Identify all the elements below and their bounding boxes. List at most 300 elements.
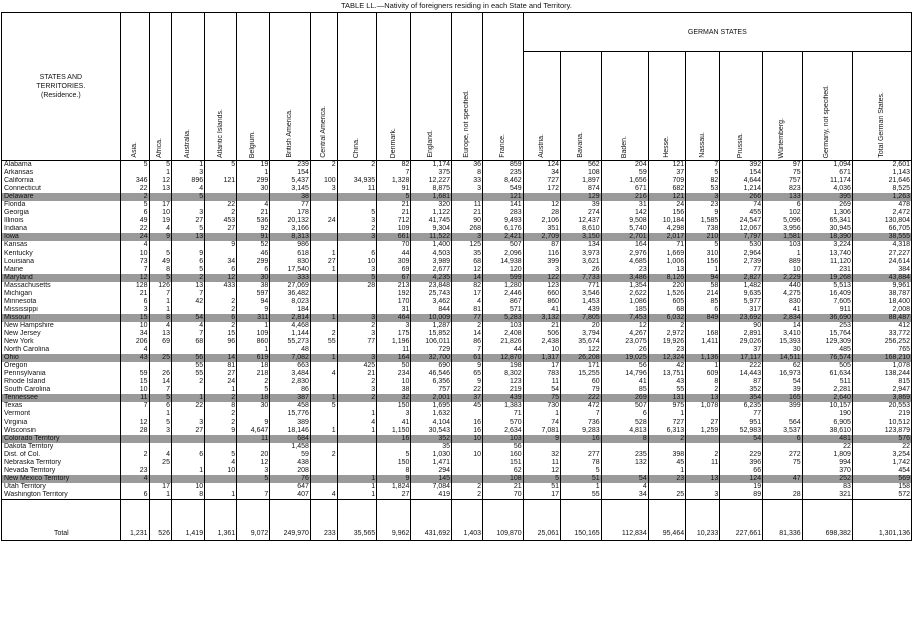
- table-cell: 11: [377, 346, 411, 354]
- table-cell: 4: [310, 370, 337, 378]
- table-cell: 3: [337, 330, 377, 338]
- table-cell: 28: [523, 209, 560, 217]
- table-row: [2, 290, 912, 298]
- table-cell: 89: [720, 491, 763, 500]
- table-cell: [452, 459, 483, 467]
- table-cell: 709: [648, 177, 685, 185]
- total-cell: 233: [310, 499, 337, 540]
- table-cell: 62: [483, 467, 524, 475]
- table-cell: 5: [686, 169, 720, 177]
- table-cell: 31: [377, 306, 411, 314]
- table-cell: 20: [237, 451, 270, 459]
- table-cell: 42: [171, 298, 204, 306]
- table-cell: 354: [720, 394, 763, 402]
- state-name: Utah Territory: [2, 483, 121, 491]
- table-cell: 1,150: [377, 427, 411, 435]
- table-cell: 3,956: [763, 225, 803, 233]
- table-cell: 2,017: [648, 233, 685, 241]
- table-cell: 9: [237, 419, 270, 427]
- table-cell: 3,410: [763, 330, 803, 338]
- table-cell: 8,126: [648, 274, 685, 282]
- state-name: Wisconsin: [2, 427, 121, 435]
- table-row: [2, 241, 912, 249]
- table-cell: 478: [852, 201, 911, 209]
- table-cell: [205, 290, 237, 298]
- table-cell: 1: [337, 427, 377, 435]
- table-cell: [452, 410, 483, 418]
- table-cell: 2: [310, 161, 337, 170]
- table-cell: 2,701: [601, 233, 648, 241]
- table-cell: 12,227: [411, 177, 452, 185]
- table-cell: 2: [205, 298, 237, 306]
- table-cell: 9,283: [561, 427, 602, 435]
- table-cell: 507: [601, 402, 648, 410]
- table-cell: 4: [337, 419, 377, 427]
- table-cell: 28: [763, 491, 803, 500]
- table-cell: 4,275: [763, 290, 803, 298]
- table-cell: 3,486: [601, 274, 648, 282]
- table-cell: 3: [377, 322, 411, 330]
- table-cell: 352: [720, 386, 763, 394]
- table-cell: 5,513: [802, 282, 852, 290]
- table-cell: 43,884: [852, 274, 911, 282]
- table-cell: 1: [648, 467, 685, 475]
- state-name: Texas: [2, 402, 121, 410]
- table-cell: 5,977: [720, 298, 763, 306]
- table-cell: 15,852: [411, 330, 452, 338]
- table-cell: 82: [377, 161, 411, 170]
- state-name: Kentucky: [2, 250, 121, 258]
- table-cell: 36: [452, 161, 483, 170]
- table-cell: [310, 362, 337, 370]
- table-cell: [310, 419, 337, 427]
- table-cell: [171, 443, 204, 451]
- table-cell: [205, 435, 237, 443]
- table-cell: 97: [763, 161, 803, 170]
- table-cell: 33,772: [852, 330, 911, 338]
- table-cell: 87: [720, 378, 763, 386]
- table-cell: 605: [648, 298, 685, 306]
- table-cell: 253: [802, 322, 852, 330]
- table-cell: 256,252: [852, 338, 911, 346]
- table-cell: 1,526: [648, 290, 685, 298]
- table-cell: 11: [120, 394, 149, 402]
- table-cell: 77: [452, 314, 483, 322]
- table-cell: 867: [483, 298, 524, 306]
- table-cell: 208: [270, 467, 311, 475]
- table-cell: [310, 274, 337, 282]
- table-cell: 8,462: [483, 177, 524, 185]
- table-cell: 9,493: [483, 217, 524, 225]
- table-cell: [237, 483, 270, 491]
- table-cell: 71: [483, 410, 524, 418]
- state-name: Dist. of Col.: [2, 451, 121, 459]
- table-cell: 485: [802, 346, 852, 354]
- table-cell: 2,472: [852, 209, 911, 217]
- state-name: New Jersey: [2, 330, 121, 338]
- table-cell: 8: [149, 314, 171, 322]
- table-cell: 25: [648, 491, 685, 500]
- table-cell: 79: [561, 386, 602, 394]
- table-cell: 8,302: [483, 370, 524, 378]
- total-label: Total: [2, 499, 121, 540]
- table-cell: 16: [561, 435, 602, 443]
- table-cell: 10,009: [411, 314, 452, 322]
- table-cell: 108: [561, 169, 602, 177]
- table-cell: 1: [523, 410, 560, 418]
- table-cell: 2,001: [411, 394, 452, 402]
- table-cell: 1,681: [411, 193, 452, 201]
- table-row: [2, 370, 912, 378]
- table-cell: 219: [483, 386, 524, 394]
- table-cell: 12: [120, 419, 149, 427]
- table-row: [2, 298, 912, 306]
- table-cell: 10: [763, 266, 803, 274]
- table-cell: 235: [601, 451, 648, 459]
- table-cell: 239: [270, 161, 311, 170]
- table-cell: 6: [149, 402, 171, 410]
- table-cell: 2: [205, 209, 237, 217]
- table-cell: 15,764: [802, 330, 852, 338]
- col-header-china: China.: [337, 13, 377, 161]
- table-cell: 20: [561, 322, 602, 330]
- table-cell: 23: [648, 346, 685, 354]
- table-cell: [237, 410, 270, 418]
- table-cell: 283: [483, 209, 524, 217]
- table-cell: 24,614: [852, 258, 911, 266]
- table-cell: 3,145: [270, 185, 311, 193]
- table-cell: [337, 451, 377, 459]
- table-cell: 9: [523, 435, 560, 443]
- table-cell: 4: [149, 451, 171, 459]
- table-cell: 5: [171, 266, 204, 274]
- col-header-total-german-states: Total German States.: [852, 52, 911, 161]
- table-cell: 74: [720, 201, 763, 209]
- table-row: [2, 427, 912, 435]
- table-cell: 12: [149, 177, 171, 185]
- table-cell: 22: [171, 402, 204, 410]
- table-cell: 311: [237, 314, 270, 322]
- table-cell: 5: [120, 161, 149, 170]
- table-cell: [205, 233, 237, 241]
- col-header-wurtemberg: Würtemberg.: [763, 52, 803, 161]
- table-cell: 10: [523, 346, 560, 354]
- table-cell: 124: [523, 161, 560, 170]
- table-cell: [171, 410, 204, 418]
- table-cell: 21: [377, 209, 411, 217]
- table-cell: 78: [561, 459, 602, 467]
- table-cell: 15: [120, 378, 149, 386]
- table-cell: 738: [686, 225, 720, 233]
- table-cell: 1: [310, 354, 337, 362]
- table-cell: 34: [523, 169, 560, 177]
- table-cell: 1,006: [648, 258, 685, 266]
- table-cell: 13: [149, 330, 171, 338]
- table-cell: 21: [237, 209, 270, 217]
- table-cell: 783: [523, 370, 560, 378]
- table-cell: 440: [763, 282, 803, 290]
- table-cell: 94: [686, 274, 720, 282]
- table-cell: 18,146: [270, 427, 311, 435]
- table-cell: 1,086: [601, 298, 648, 306]
- table-cell: [310, 378, 337, 386]
- table-cell: 24: [120, 233, 149, 241]
- table-cell: 12,437: [561, 217, 602, 225]
- table-cell: [310, 475, 337, 483]
- table-cell: 43: [648, 378, 685, 386]
- table-cell: 506: [523, 330, 560, 338]
- table-cell: 131: [648, 394, 685, 402]
- table-cell: 55: [648, 386, 685, 394]
- table-cell: 3,989: [411, 258, 452, 266]
- table-cell: [763, 483, 803, 491]
- table-cell: 1,453: [561, 298, 602, 306]
- table-cell: 17: [523, 362, 560, 370]
- table-cell: 90: [452, 217, 483, 225]
- table-cell: 5: [149, 250, 171, 258]
- table-cell: 14: [763, 322, 803, 330]
- table-cell: 346: [120, 177, 149, 185]
- table-cell: 7: [686, 161, 720, 170]
- table-row: [2, 483, 912, 491]
- col-header-africa: Africa.: [149, 13, 171, 161]
- table-cell: [523, 193, 560, 201]
- table-cell: 1: [310, 394, 337, 402]
- table-cell: 4: [205, 459, 237, 467]
- table-cell: 13: [171, 233, 204, 241]
- state-name: Delaware: [2, 193, 121, 201]
- table-cell: 123: [523, 282, 560, 290]
- table-cell: 75: [523, 394, 560, 402]
- table-cell: 6: [171, 451, 204, 459]
- table-cell: 86: [270, 386, 311, 394]
- table-cell: 16,409: [802, 290, 852, 298]
- table-cell: 123,879: [852, 427, 911, 435]
- table-cell: 9: [205, 427, 237, 435]
- table-cell: 1,328: [377, 177, 411, 185]
- table-cell: [120, 443, 149, 451]
- total-cell: 35,565: [337, 499, 377, 540]
- table-cell: 42: [648, 362, 685, 370]
- table-cell: 77: [720, 410, 763, 418]
- table-cell: 15: [205, 330, 237, 338]
- state-name: Pennsylvania: [2, 370, 121, 378]
- table-cell: [171, 475, 204, 483]
- table-cell: 9: [452, 378, 483, 386]
- table-cell: 1,400: [411, 241, 452, 249]
- table-cell: 24: [310, 217, 337, 225]
- table-row: [2, 394, 912, 402]
- state-name: Florida: [2, 201, 121, 209]
- col-header-germany-not-specified: Germany, not specified.: [802, 52, 852, 161]
- table-cell: 8,023: [270, 298, 311, 306]
- table-cell: 252: [802, 475, 852, 483]
- table-cell: 11: [452, 201, 483, 209]
- table-cell: 7: [120, 266, 149, 274]
- table-cell: 3: [337, 354, 377, 362]
- table-cell: 7: [237, 491, 270, 500]
- table-cell: 30,543: [411, 427, 452, 435]
- table-cell: 27: [205, 370, 237, 378]
- table-cell: [149, 362, 171, 370]
- table-cell: 6,176: [483, 225, 524, 233]
- total-cell: 431,692: [411, 499, 452, 540]
- table-cell: [171, 435, 204, 443]
- table-cell: 3,150: [561, 233, 602, 241]
- table-cell: 1: [205, 386, 237, 394]
- table-cell: [205, 483, 237, 491]
- table-row: [2, 467, 912, 475]
- table-cell: 55: [310, 338, 337, 346]
- table-cell: 27: [377, 491, 411, 500]
- table-cell: [120, 410, 149, 418]
- table-cell: 5: [171, 225, 204, 233]
- table-cell: 4,235: [411, 274, 452, 282]
- table-cell: 32: [523, 451, 560, 459]
- total-cell: 9,072: [237, 499, 270, 540]
- table-cell: 8: [205, 402, 237, 410]
- table-cell: 5: [205, 451, 237, 459]
- table-cell: 5: [205, 161, 237, 170]
- table-cell: 1,669: [648, 250, 685, 258]
- table-cell: 14: [452, 330, 483, 338]
- table-cell: 5: [523, 475, 560, 483]
- table-row: [2, 185, 912, 193]
- table-cell: 51: [523, 483, 560, 491]
- table-cell: 860: [523, 298, 560, 306]
- table-cell: 18,390: [802, 233, 852, 241]
- state-name: Nebraska Territory: [2, 459, 121, 467]
- table-cell: 299: [237, 177, 270, 185]
- table-cell: 4: [149, 225, 171, 233]
- table-row: [2, 435, 912, 443]
- table-cell: 86: [452, 338, 483, 346]
- table-cell: 234: [377, 370, 411, 378]
- table-cell: 3,224: [802, 241, 852, 249]
- table-cell: 1: [149, 410, 171, 418]
- table-cell: 26: [149, 370, 171, 378]
- table-cell: 41,745: [411, 217, 452, 225]
- table-cell: 129: [561, 193, 602, 201]
- table-cell: 31: [601, 201, 648, 209]
- total-cell: 9,962: [377, 499, 411, 540]
- table-cell: 21: [377, 201, 411, 209]
- table-cell: 765: [852, 346, 911, 354]
- table-cell: 15: [120, 314, 149, 322]
- state-name: Minnesota: [2, 298, 121, 306]
- table-cell: 18: [237, 362, 270, 370]
- table-cell: 438: [270, 459, 311, 467]
- table-cell: 5: [149, 419, 171, 427]
- table-cell: 59: [120, 370, 149, 378]
- table-cell: 619: [237, 354, 270, 362]
- table-cell: 3: [337, 233, 377, 241]
- table-cell: 3: [337, 266, 377, 274]
- table-row: [2, 419, 912, 427]
- table-cell: 1: [337, 475, 377, 483]
- table-cell: [310, 443, 337, 451]
- table-cell: 1: [686, 266, 720, 274]
- table-cell: 222: [561, 394, 602, 402]
- table-row: [2, 443, 912, 451]
- table-cell: 663: [270, 362, 311, 370]
- table-cell: 69: [377, 266, 411, 274]
- table-cell: 68: [171, 338, 204, 346]
- table-cell: 3,546: [561, 290, 602, 298]
- table-cell: 609: [686, 370, 720, 378]
- table-cell: 412: [852, 322, 911, 330]
- table-cell: 35: [411, 443, 452, 451]
- table-cell: 1: [149, 169, 171, 177]
- table-cell: 389: [270, 419, 311, 427]
- table-cell: 549: [483, 185, 524, 193]
- table-cell: 1: [310, 427, 337, 435]
- table-cell: 160: [483, 451, 524, 459]
- table-cell: 375: [411, 169, 452, 177]
- table-cell: 21: [120, 290, 149, 298]
- table-cell: 269: [601, 394, 648, 402]
- table-cell: 464: [377, 314, 411, 322]
- table-cell: 6,905: [802, 419, 852, 427]
- state-name: Michigan: [2, 290, 121, 298]
- total-cell: 227,661: [720, 499, 763, 540]
- table-cell: 4,644: [720, 177, 763, 185]
- table-row: [2, 306, 912, 314]
- table-cell: 9: [171, 250, 204, 258]
- table-cell: 3: [686, 193, 720, 201]
- table-cell: 1,585: [686, 217, 720, 225]
- col-header-europe-not-specified: Europe, not specified.: [452, 13, 483, 161]
- table-cell: 77: [270, 201, 311, 209]
- table-cell: 10: [171, 483, 204, 491]
- table-cell: 458: [270, 402, 311, 410]
- table-cell: 896: [171, 177, 204, 185]
- table-cell: 41: [377, 419, 411, 427]
- table-cell: 21,826: [483, 338, 524, 346]
- table-cell: 17: [452, 290, 483, 298]
- table-row: [2, 491, 912, 500]
- table-cell: 41: [523, 306, 560, 314]
- table-cell: 19,268: [802, 274, 852, 282]
- table-row: [2, 274, 912, 282]
- table-cell: 4: [120, 241, 149, 249]
- table-cell: 2,421: [483, 233, 524, 241]
- table-cell: 399: [763, 402, 803, 410]
- table-cell: 384: [852, 266, 911, 274]
- total-cell: 95,464: [648, 499, 685, 540]
- table-cell: 2: [205, 410, 237, 418]
- table-cell: 52: [237, 241, 270, 249]
- table-cell: 175: [377, 330, 411, 338]
- table-cell: 23: [648, 475, 685, 483]
- table-cell: 1,632: [411, 410, 452, 418]
- table-cell: 7,733: [561, 274, 602, 282]
- table-cell: 3,166: [270, 225, 311, 233]
- table-cell: 123: [483, 378, 524, 386]
- table-cell: 294: [411, 467, 452, 475]
- table-cell: 121: [205, 177, 237, 185]
- table-cell: 75: [763, 169, 803, 177]
- table-cell: 7,453: [601, 314, 648, 322]
- table-cell: 77: [337, 338, 377, 346]
- table-cell: 37: [452, 394, 483, 402]
- table-cell: 70: [483, 491, 524, 500]
- table-cell: 47: [763, 475, 803, 483]
- table-cell: 1,174: [411, 161, 452, 170]
- state-name: Maryland: [2, 274, 121, 282]
- table-cell: 771: [561, 282, 602, 290]
- state-name: Dakota Territory: [2, 443, 121, 451]
